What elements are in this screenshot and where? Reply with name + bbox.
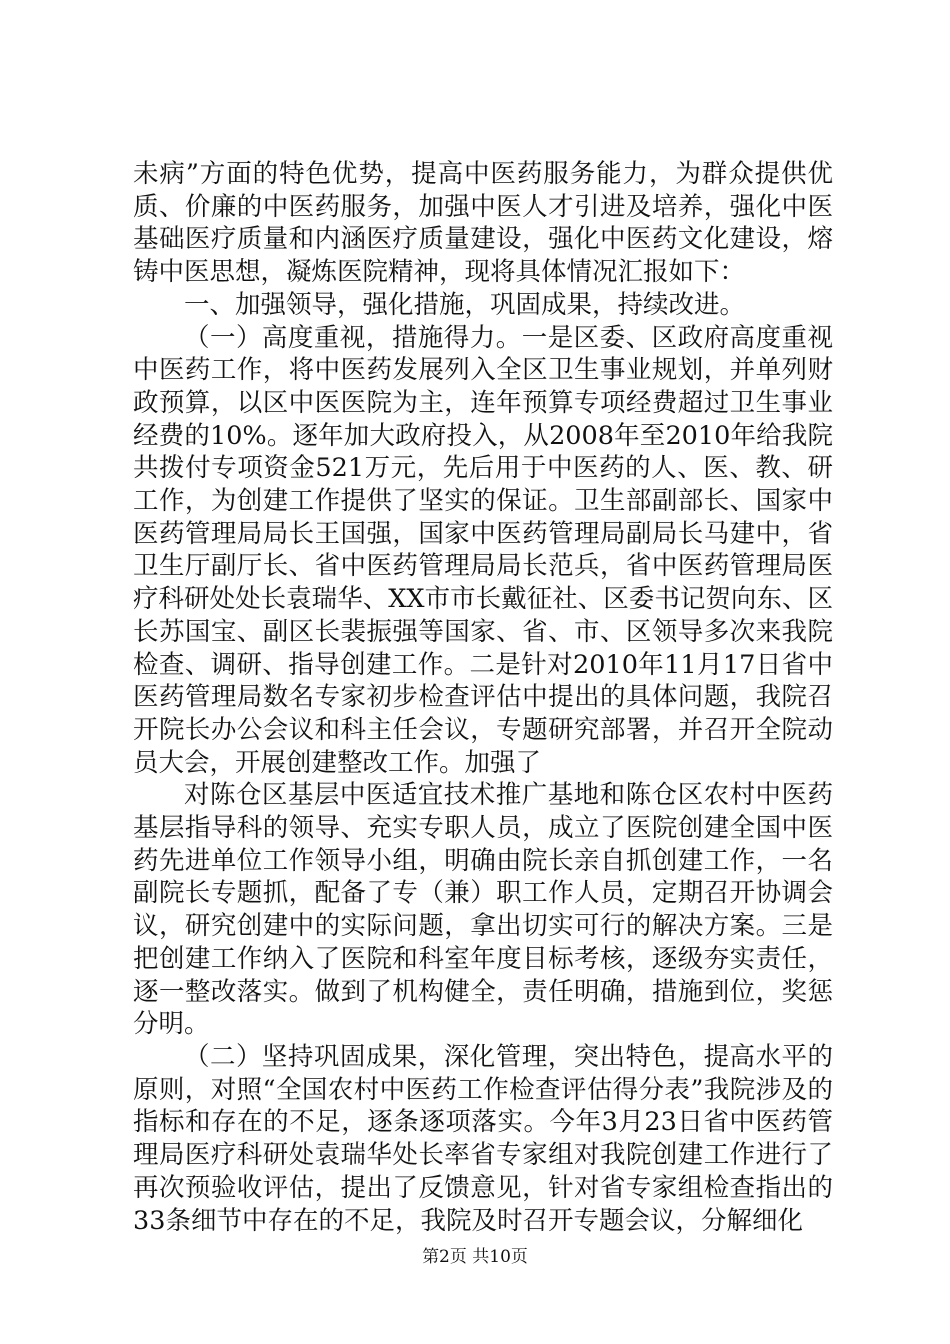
paragraph-intro-continued: 未病”方面的特色优势，提高中医药服务能力，为群众提供优质、价廉的中医药服务，加强中医人才引进及培养，强化中医基础医疗质量和内涵医疗质量建设，强化中医药文化建设，熔铸中医思想，凝炼医院精神，现将具体情况汇报如下： <box>133 159 833 288</box>
body-text <box>133 158 833 1237</box>
paragraph-subsection-2: （二）坚持巩固成果，深化管理，突出特色，提高水平的原则，对照“全国农村中医药工作检查评估得分表”我院涉及的指标和存在的不足，逐条逐项落实。今年3月23日省中医药管理局医疗科研处袁瑞华处长率省专家组对我院创建工作进行了再次预验收评估，提出了反馈意见，针对省专家组检查指出的33条细节中存在的不足，我院及时召开专题会议，分解细化 <box>133 1041 833 1236</box>
paragraph-subsection-1-continued: 对陈仓区基层中医适宜技术推广基地和陈仓区农村中医药基层指导科的领导、充实专职人员，成立了医院创建全国中医药先进单位工作领导小组，明确由院长亲自抓创建工作，一名副院长专题抓，配备了专（兼）职工作人员，定期召开协调会议，研究创建中的实际问题，拿出切实可行的解决方案。三是把创建工作纳入了医院和科室年度目标考核，逐级夯实责任，逐一整改落实。做到了机构健全，责任明确，措施到位，奖惩分明。 <box>133 780 833 1040</box>
page-footer: 第2页 共10页 <box>422 1247 528 1267</box>
section-heading-1: 一、加强领导，强化措施，巩固成果，持续改进。 <box>184 289 746 320</box>
paragraph-subsection-1: （一）高度重视，措施得力。一是区委、区政府高度重视中医药工作，将中医药发展列入全区卫生事业规划，并单列财政预算，以区中医医院为主，连年预算专项经费超过卫生事业经费的10%。逐年加大政府投入，从2008年至2010年给我院共拨付专项资金521万元，先后用于中医药的人、医、教、研工作，为创建工作提供了坚实的保证。卫生部副部长、国家中医药管理局局长王国强，国家中医药管理局副局长马建中，省卫生厅副厅长、省中医药管理局局长范兵，省中医药管理局医疗科研处处长袁瑞华、XX市市长戴征社、区委书记贺向东、区长苏国宝、副区长裴振强等国家、省、市、区领导多次来我院检查、调研、指导创建工作。二是针对2010年11月17日省中医药管理局数名专家初步检查评估中提出的具体问题，我院召开院长办公会议和科主任会议，专题研究部署，并召开全院动员大会，开展创建整改工作。加强了 <box>133 322 833 778</box>
